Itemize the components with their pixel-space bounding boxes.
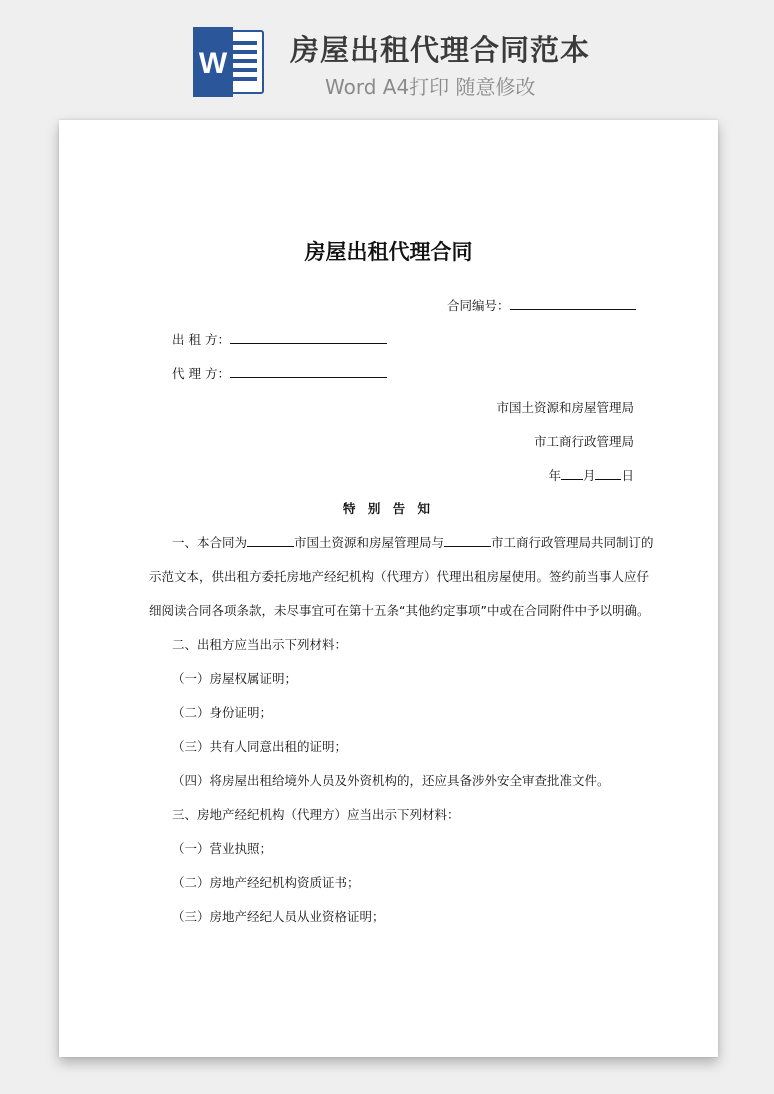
p1-blank-1	[247, 546, 294, 547]
date-month-label: 月	[582, 468, 596, 483]
paragraph-1-line-2: 示范文本，供出租方委托房地产经纪机构（代理方）代理出租房屋使用。签约前当事人应仔	[149, 569, 650, 584]
agent-row	[172, 366, 387, 382]
section-3-item: （一）营业执照；	[172, 841, 273, 856]
section-2-item: （三）共有人同意出租的证明；	[172, 739, 348, 754]
agent-blank	[230, 377, 387, 378]
issuer-land-bureau: 市国土资源和房屋管理局	[496, 400, 634, 415]
p1-blank-2	[444, 546, 491, 547]
date-month-blank	[561, 479, 583, 480]
document-page	[59, 120, 718, 1057]
date-year-label: 年	[548, 468, 561, 483]
lessor-label: 出 租 方：	[172, 332, 230, 347]
section-2-item: （二）身份证明；	[172, 705, 273, 720]
word-document-icon	[193, 27, 265, 97]
date-day-blank	[595, 479, 621, 480]
section-2-title: 二、出租方应当出示下列材料：	[172, 637, 348, 652]
contract-number-label: 合同编号：	[447, 298, 510, 313]
lessor-row	[172, 332, 387, 348]
date-row	[359, 468, 634, 484]
section-3-item: （二）房地产经纪机构资质证书；	[172, 875, 360, 890]
paragraph-1-line-3: 细阅读合同各项条款，未尽事宜可在第十五条“其他约定事项”中或在合同附件中予以明确。	[149, 603, 650, 618]
agent-label: 代 理 方：	[172, 366, 230, 381]
date-day-label: 日	[621, 468, 634, 483]
lessor-blank	[230, 343, 387, 344]
header-subtitle: Word A4打印 随意修改	[325, 75, 536, 99]
contract-number-blank	[510, 309, 636, 310]
section-3-title: 三、房地产经纪机构（代理方）应当出示下列材料：	[172, 807, 460, 822]
section-2-item: （四）将房屋出租给境外人员及外资机构的，还应具备涉外安全审查批准文件。	[172, 773, 610, 788]
word-icon-letter: W	[198, 47, 228, 80]
header-title: 房屋出租代理合同范本	[290, 33, 591, 67]
section-3-item: （三）房地产经纪人员从业资格证明；	[172, 909, 385, 924]
contract-number-row	[447, 298, 636, 314]
p1-part-b: 市国土资源和房屋管理局与	[294, 535, 445, 550]
notice-heading: 特 别 告 知	[342, 501, 435, 516]
document-title: 房屋出租代理合同	[304, 240, 473, 264]
section-2-item: （一）房屋权属证明；	[172, 671, 298, 686]
p1-part-c: 市工商行政管理局共同制订的	[491, 535, 654, 550]
p1-part-a: 一、本合同为	[172, 535, 248, 550]
paragraph-1-line-1	[172, 535, 654, 551]
header-banner	[0, 0, 774, 115]
issuer-commerce-bureau: 市工商行政管理局	[533, 434, 634, 449]
